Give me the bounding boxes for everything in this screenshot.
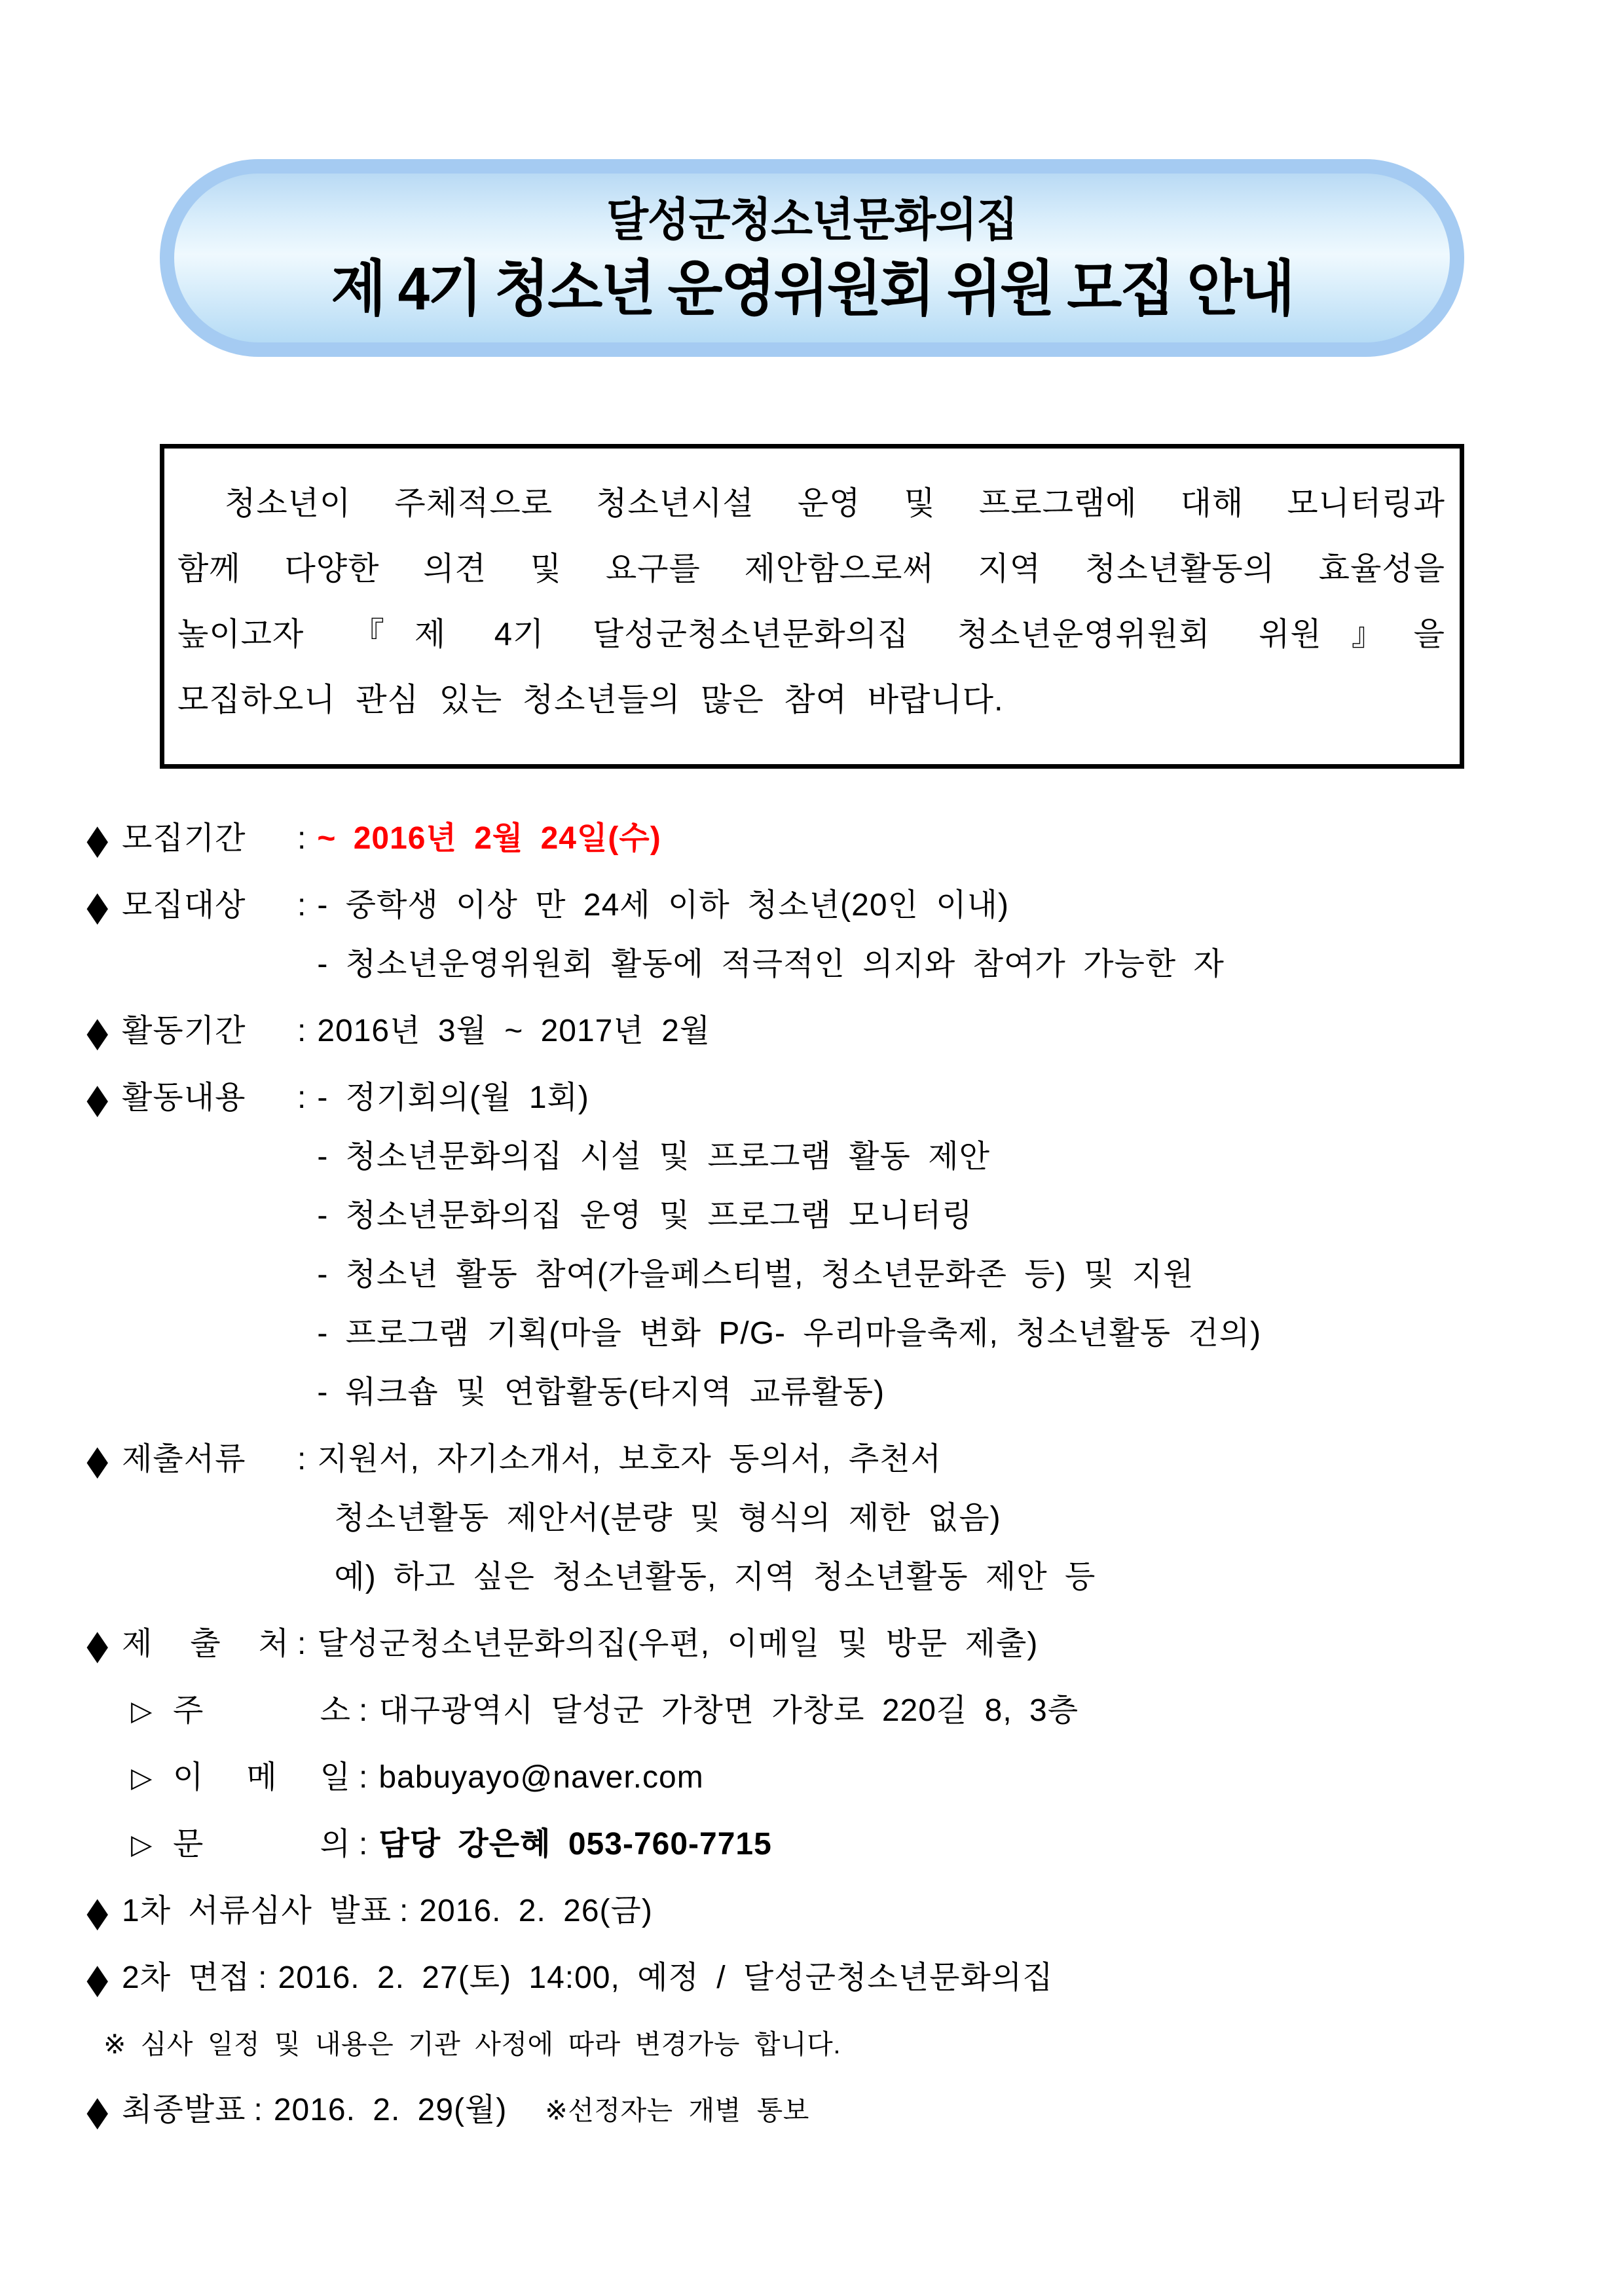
target-line: - 청소년운영위원회 활동에 적극적인 의지와 참여가 가능한 자 — [317, 947, 1225, 982]
item-colon: : — [253, 2093, 263, 2127]
org-title: 달성군청소년문화의집 — [606, 193, 1018, 246]
page-title: 제 4기 청소년 운영위원회 위원 모집 안내 — [331, 255, 1293, 323]
item-first-result — [84, 1882, 1565, 1941]
documents-line: 청소년활동 제안서(분량 및 형식의 제한 없음) — [334, 1501, 1001, 1535]
first-result-value: 2016. 2. 26(금) — [419, 1894, 653, 1928]
item-activity-period — [84, 1002, 1565, 1061]
activity-line: - 청소년 활동 참여(가을페스티벌, 청소년문화존 등) 및 지원 — [317, 1257, 1194, 1292]
item-colon: : — [258, 1960, 268, 1995]
final-result-value: 2016. 2. 29(월) — [273, 2093, 507, 2127]
item-label: 2차 면접 — [122, 1960, 251, 1995]
item-label: 모집기간 — [122, 821, 246, 856]
intro-line: 모집하오니 관심 있는 청소년들의 많은 참여 바랍니다. — [177, 682, 1004, 718]
diamond-bullet-icon: ◆ — [86, 1888, 109, 1934]
activity-line: - 청소년문화의집 시설 및 프로그램 활동 제안 — [317, 1139, 990, 1174]
item-recruit-period — [84, 809, 1565, 868]
triangle-bullet-icon: ▷ — [131, 1829, 153, 1860]
activity-line: - 정기회의(월 1회) — [317, 1080, 589, 1115]
diamond-bullet-icon: ◆ — [86, 1437, 109, 1482]
activity-line: - 프로그램 기획(마을 변화 P/G- 우리마을축제, 청소년활동 건의) — [317, 1316, 1262, 1351]
triangle-bullet-icon: ▷ — [131, 1762, 153, 1793]
diamond-bullet-icon: ◆ — [86, 1075, 109, 1121]
target-line: - 중학생 이상 만 24세 이하 청소년(20인 이내) — [317, 888, 1009, 923]
diamond-bullet-icon: ◆ — [86, 2087, 109, 2133]
schedule-note: ※ 심사 일정 및 내용은 기관 사정에 따라 변경가능 합니다. — [103, 2029, 841, 2059]
submit-to-value: 달성군청소년문화의집(우편, 이메일 및 방문 제출) — [317, 1626, 1039, 1661]
address-value: 대구광역시 달성군 가창면 가창로 220길 8, 3층 — [378, 1693, 1079, 1728]
sub-item-address — [131, 1681, 1565, 1740]
sub-item-label: 이 메 일 — [173, 1760, 351, 1795]
activity-line: - 워크숍 및 연합활동(타지역 교류활동) — [317, 1375, 885, 1410]
item-colon: : — [359, 1827, 369, 1862]
item-colon: : — [359, 1693, 369, 1728]
diamond-bullet-icon: ◆ — [86, 1621, 109, 1667]
activity-line: - 청소년문화의집 운영 및 프로그램 모니터링 — [317, 1198, 973, 1233]
item-documents — [84, 1430, 1565, 1607]
item-label: 활동기간 — [122, 1014, 246, 1048]
item-recruit-target — [84, 876, 1565, 994]
item-colon: : — [399, 1894, 409, 1928]
item-colon: : — [297, 1080, 307, 1115]
item-colon: : — [297, 1014, 307, 1048]
intro-line: 높이고자 『제 4기 달성군청소년문화의집 청소년운영위원회 위원』을 — [177, 617, 1445, 652]
sub-item-label: 주 소 — [173, 1693, 351, 1728]
item-activity-content — [84, 1069, 1565, 1422]
recruit-period-value: ~ 2016년 2월 24일(수) — [317, 821, 661, 856]
item-label: 1차 서류심사 발표 — [122, 1894, 392, 1928]
sub-item-label: 문 의 — [173, 1827, 351, 1862]
item-colon: : — [297, 1626, 307, 1661]
item-label: 모집대상 — [122, 888, 246, 923]
interview-value: 2016. 2. 27(토) 14:00, 예정 / 달성군청소년문화의집 — [278, 1960, 1054, 1995]
item-label: 활동내용 — [122, 1080, 246, 1115]
item-label: 제출서류 — [122, 1442, 246, 1477]
detail-list — [84, 809, 1565, 2140]
diamond-bullet-icon: ◆ — [86, 1008, 109, 1054]
item-label: 제 출 처 — [122, 1626, 289, 1661]
diamond-bullet-icon: ◆ — [86, 1955, 109, 2001]
item-submit-to — [84, 1615, 1565, 1874]
sub-item-contact — [131, 1815, 1565, 1874]
triangle-bullet-icon: ▷ — [131, 1695, 153, 1726]
intro-line: 함께 다양한 의견 및 요구를 제안함으로써 지역 청소년활동의 효율성을 — [177, 551, 1445, 587]
documents-line: 지원서, 자기소개서, 보호자 동의서, 추천서 — [317, 1442, 942, 1477]
sub-item-email — [131, 1748, 1565, 1807]
activity-period-value: 2016년 3월 ~ 2017년 2월 — [317, 1014, 711, 1048]
contact-value: 담당 강은혜 053-760-7715 — [378, 1827, 772, 1862]
diamond-bullet-icon: ◆ — [86, 883, 109, 928]
diamond-bullet-icon: ◆ — [86, 816, 109, 862]
intro-line: 청소년이 주체적으로 청소년시설 운영 및 프로그램에 대해 모니터링과 — [225, 486, 1445, 521]
final-result-note: ※선정자는 개별 통보 — [545, 2095, 809, 2125]
item-colon: : — [297, 888, 307, 923]
item-interview — [84, 1949, 1565, 2008]
item-final-result — [84, 2081, 1565, 2140]
intro-box — [160, 444, 1464, 769]
item-label: 최종발표 — [122, 2093, 246, 2127]
documents-line: 예) 하고 싶은 청소년활동, 지역 청소년활동 제안 등 — [334, 1560, 1096, 1594]
item-colon: : — [297, 821, 307, 856]
item-colon: : — [297, 1442, 307, 1477]
item-colon: : — [359, 1760, 369, 1795]
header-banner — [160, 159, 1464, 357]
email-value: babuyayo@naver.com — [378, 1760, 704, 1795]
